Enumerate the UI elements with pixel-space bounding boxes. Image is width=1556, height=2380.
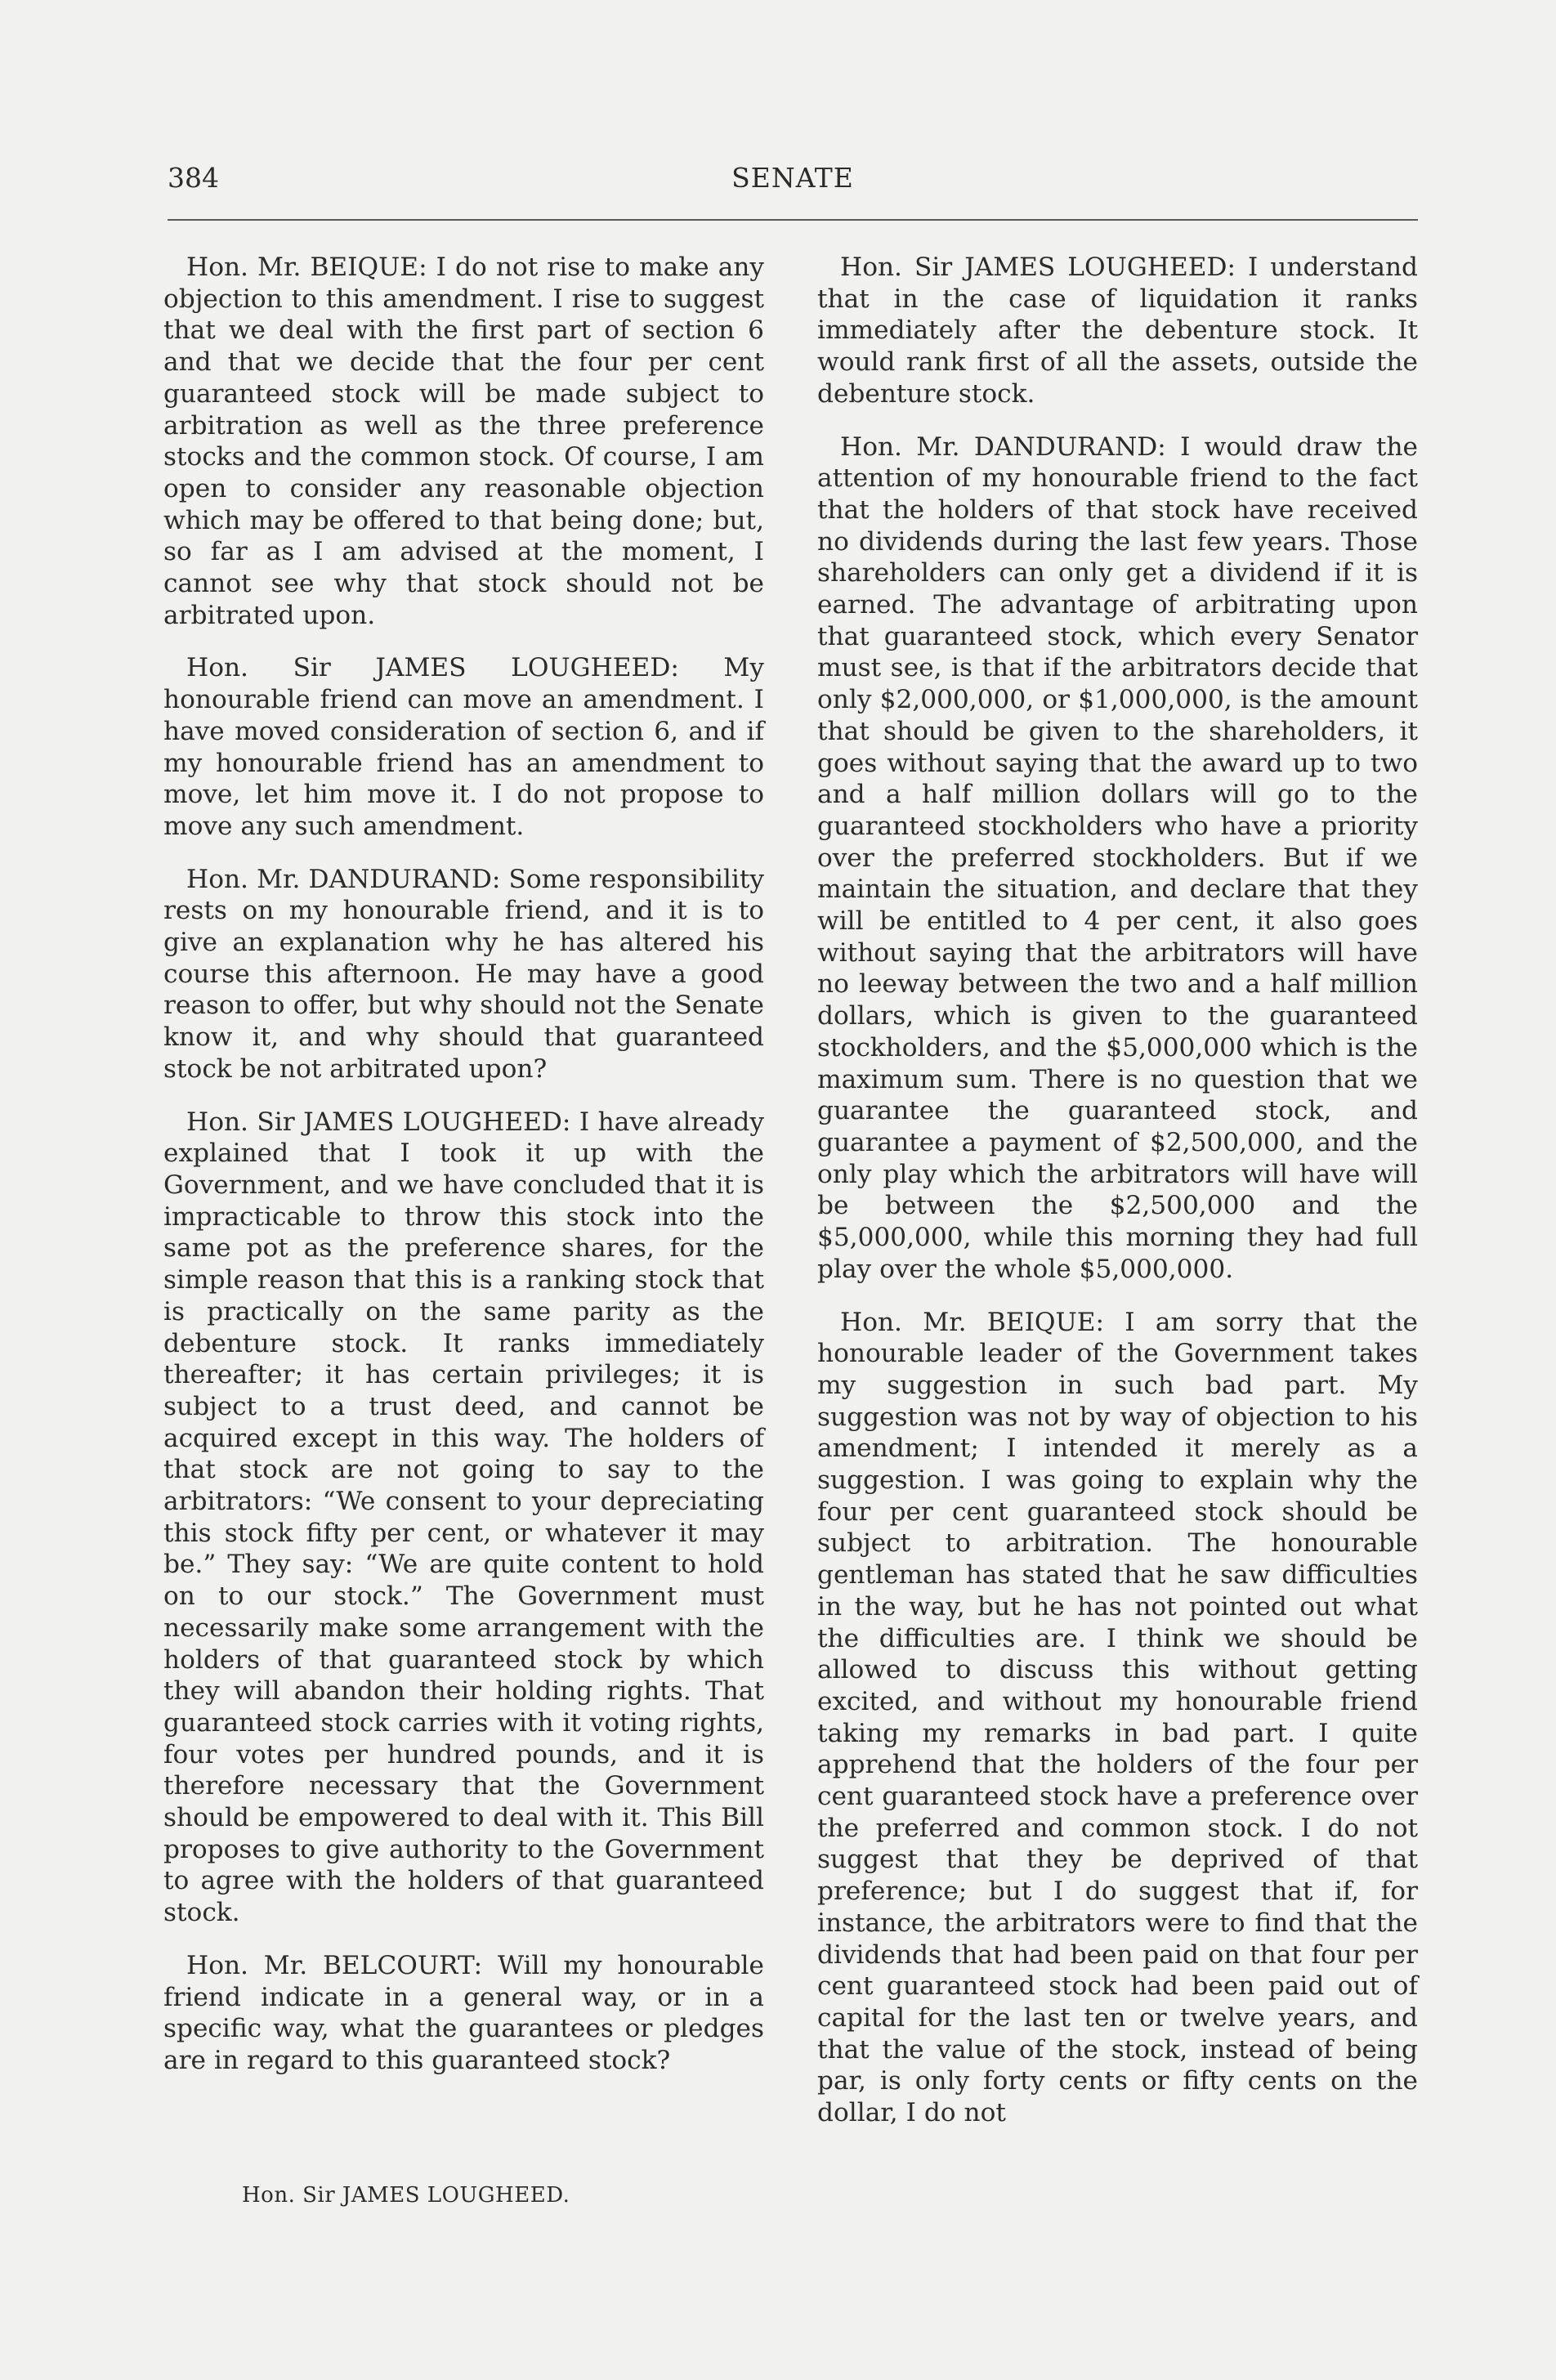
page-number: 384	[168, 162, 219, 194]
speech-paragraph: Hon. Sir JAMES LOUGHEED: My honourable friend can move an amendment. I have moved consideration of section 6, and if my honourable friend has an amendment to move, let him move it. I do not propose to move any such amendment.	[163, 653, 764, 841]
left-column	[163, 252, 764, 2098]
running-title: SENATE	[731, 162, 854, 194]
footer-signature: Hon. Sir JAMES LOUGHEED.	[242, 2183, 570, 2208]
page-header	[168, 160, 1418, 196]
right-column	[817, 252, 1418, 2150]
speech-paragraph: Hon. Mr. BEIQUE: I do not rise to make any objection to this amendment. I rise to suggest that we deal with the first part of section 6 and that we decide that the four per cent guaranteed stock will be made subject to arbitration as well as the three preference stocks and the common stock. Of course, I am open to consider any reasonable objection which may be offered to that being done; but, so far as I am advised at the moment, I cannot see why that stock should not be arbitrated upon.	[163, 253, 764, 630]
speech-paragraph: Hon. Mr. DANDURAND: Some responsibility rests on my honourable friend, and it is to give an explanation why he has altered his course this afternoon. He may have a good reason to offer, but why should not the Senate know it, and why should that guaranteed stock be not arbitrated upon?	[163, 864, 764, 1084]
header-rule	[168, 219, 1418, 221]
speech-paragraph: Hon. Mr. DANDURAND: I would draw the attention of my honourable friend to the fact that the holders of that stock have received no dividends during the last few years. Those shareholders can only get a dividend if it is earned. The advantage of arbitrating upon that guaranteed stock, which every Senator must see, is that if the arbitrators decide that only $2,000,000, or $1,000,000, is the amount that should be given to the shareholders, it goes without saying that the award up to two and a half million dollars will go to the guaranteed stockholders who have a priority over the preferred stockholders. But if we maintain the situation, and declare that they will be entitled to 4 per cent, it also goes without saying that the arbitrators will have no leeway between the two and a half million dollars, which is given to the guaranteed stockholders, and the $5,000,000 which is the maximum sum. There is no question that we guarantee the guaranteed stock, and guarantee a payment of $2,500,000, and the only play which the arbitrators will have will be between the $2,500,000 and the $5,000,000, while this morning they had full play over the whole $5,000,000.	[817, 432, 1418, 1284]
speech-paragraph: Hon. Sir JAMES LOUGHEED: I have already explained that I took it up with the Government, and we have concluded that it is impracticable to throw this stock into the same pot as the preference shares, for the simple reason that this is a ranking stock that is practically on the same parity as the debenture stock. It ranks immediately thereafter; it has certain privileges; it is subject to a trust deed, and cannot be acquired except in this way. The holders of that stock are not going to say to the arbitrators: “We consent to your depreciating this stock fifty per cent, or whatever it may be.” They say: “We are quite content to hold on to our stock.” The Government must necessarily make some arrangement with the holders of that guaranteed stock by which they will abandon their holding rights. That guaranteed stock carries with it voting rights, four votes per hundred pounds, and it is therefore necessary that the Government should be empowered to deal with it. This Bill proposes to give authority to the Government to agree with the holders of that guaranteed stock.	[163, 1107, 764, 1928]
speech-paragraph: Hon. Mr. BEIQUE: I am sorry that the honourable leader of the Government takes my suggestion in such bad part. My suggestion was not by way of objection to his amendment; I intended it merely as a suggestion. I was going to explain why the four per cent guaranteed stock should be subject to arbitration. The honourable gentleman has stated that he saw difficulties in the way, but he has not pointed out what the difficulties are. I think we should be allowed to discuss this without getting excited, and without my honourable friend taking my remarks in bad part. I quite apprehend that the holders of the four per cent guaranteed stock have a preference over the preferred and common stock. I do not suggest that they be deprived of that preference; but I do suggest that if, for instance, the arbitrators were to find that the dividends that had been paid on that four per cent guaranteed stock had been paid out of capital for the last ten or twelve years, and that the value of the stock, instead of being par, is only forty cents or fifty cents on the dollar, I do not	[817, 1307, 1418, 2128]
speech-paragraph: Hon. Sir JAMES LOUGHEED: I understand that in the case of liquidation it ranks immediately after the debenture stock. It would rank first of all the assets, outside the debenture stock.	[817, 253, 1418, 409]
speech-paragraph: Hon. Mr. BELCOURT: Will my honourable friend indicate in a general way, or in a specific way, what the guarantees or pledges are in regard to this guaranteed stock?	[163, 1950, 764, 2075]
